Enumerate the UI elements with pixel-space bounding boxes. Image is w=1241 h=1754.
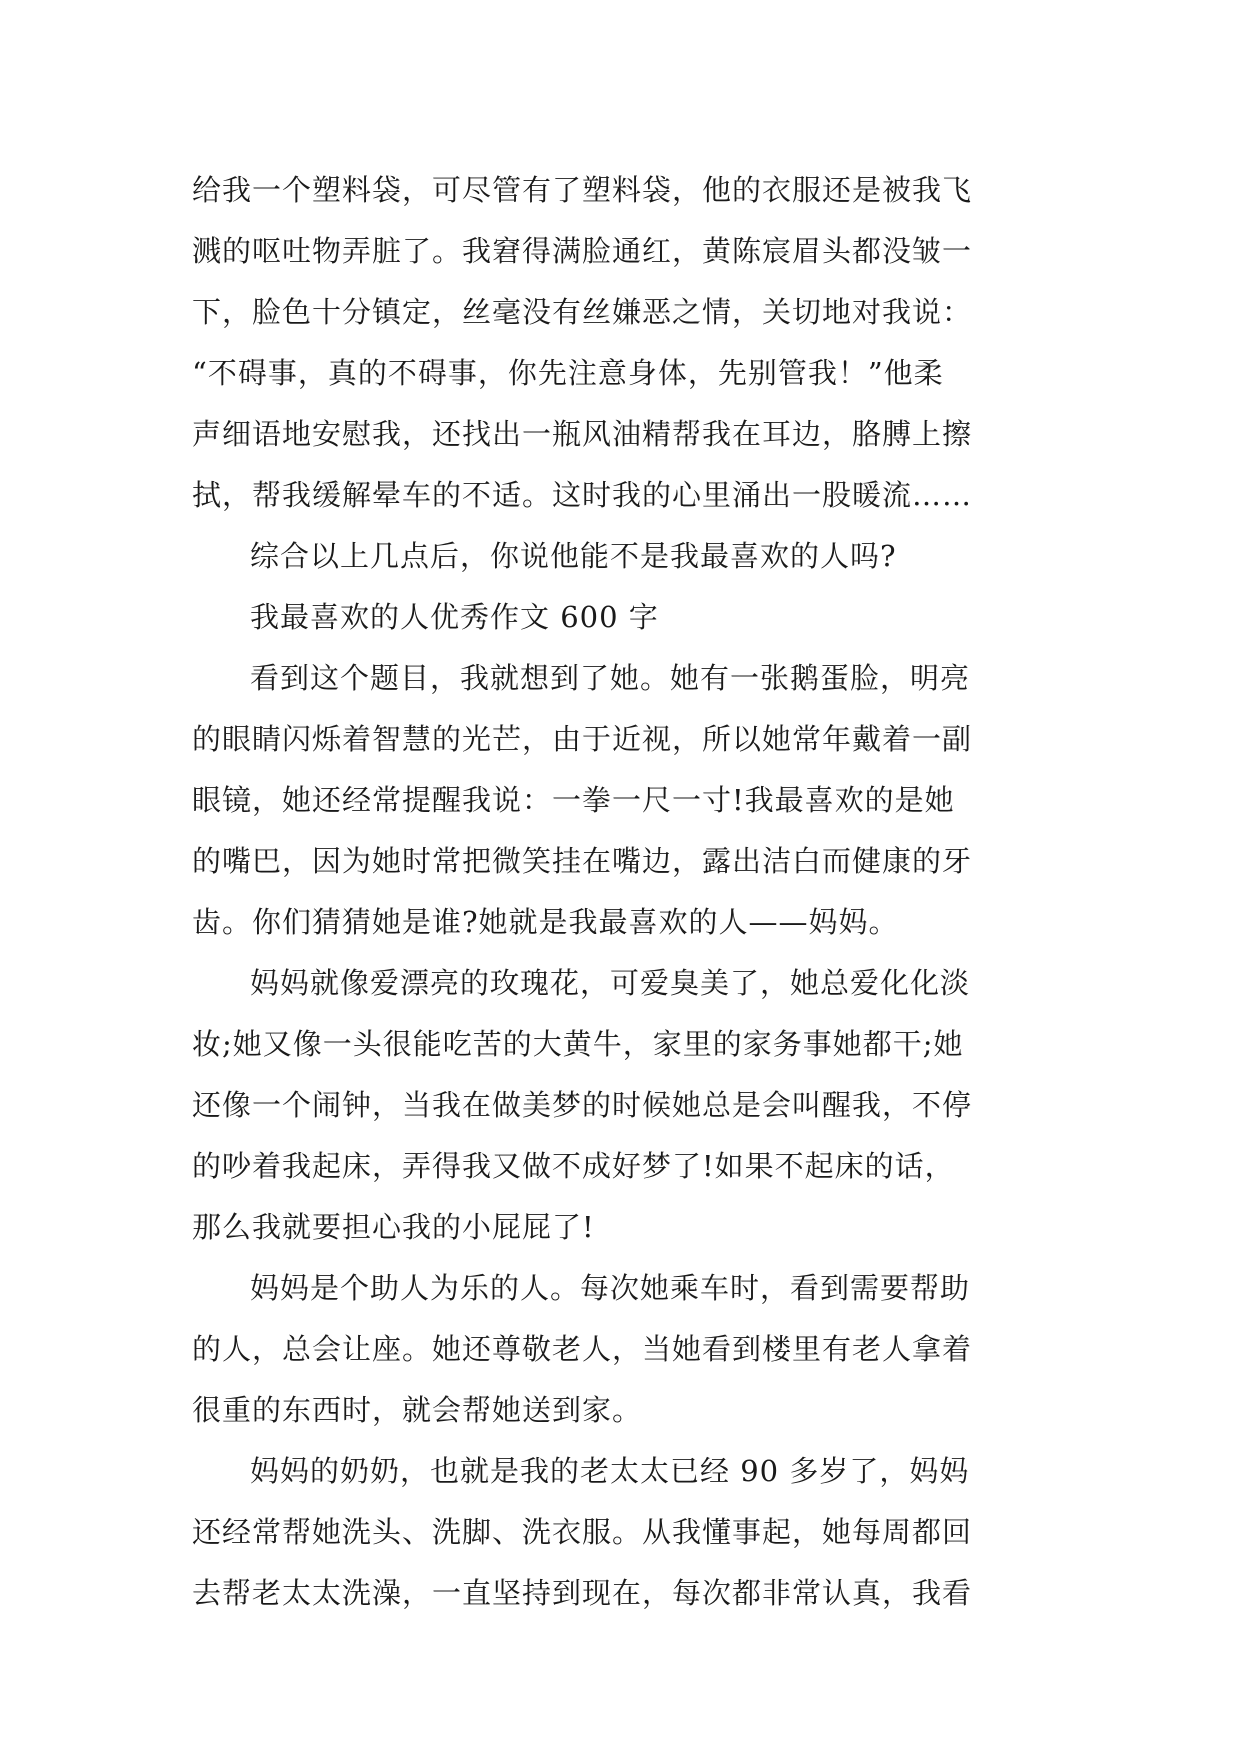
text-line: 给我一个塑料袋，可尽管有了塑料袋，他的衣服还是被我飞	[192, 173, 973, 207]
text-line: 拭，帮我缓解晕车的不适。这时我的心里涌出一股暖流……	[192, 478, 973, 512]
text-line: “不碍事，真的不碍事，你先注意身体，先别管我！”他柔	[192, 356, 944, 390]
essay-title	[192, 587, 1052, 648]
text-line: 的人，总会让座。她还尊敬老人，当她看到楼里有老人拿着	[192, 1332, 973, 1366]
paragraph	[192, 953, 1052, 1258]
text-line: 还像一个闹钟，当我在做美梦的时候她总是会叫醒我，不停	[192, 1088, 973, 1122]
text-line: 妈妈就像爱漂亮的玫瑰花，可爱臭美了，她总爱化化淡	[250, 966, 971, 1000]
text-line: 综合以上几点后，你说他能不是我最喜欢的人吗?	[250, 539, 897, 573]
text-line: 眼镜，她还经常提醒我说：一拳一尺一寸!我最喜欢的是她	[192, 783, 955, 817]
text-line: 的吵着我起床，弄得我又做不成好梦了!如果不起床的话，	[192, 1149, 955, 1183]
paragraph	[192, 648, 1052, 953]
text-line: 去帮老太太洗澡，一直坚持到现在，每次都非常认真，我看	[192, 1576, 973, 1610]
text-line: 妈妈是个助人为乐的人。每次她乘车时，看到需要帮助	[250, 1271, 971, 1305]
text-line: 我最喜欢的人优秀作文 600 字	[250, 600, 659, 634]
text-line: 下，脸色十分镇定，丝毫没有丝嫌恶之情，关切地对我说：	[192, 295, 973, 329]
text-line: 很重的东西时，就会帮她送到家。	[192, 1393, 643, 1427]
text-line: 妈妈的奶奶，也就是我的老太太已经 90 多岁了，妈妈	[250, 1454, 970, 1488]
paragraph	[192, 1441, 1052, 1624]
paragraph	[192, 160, 1052, 526]
paragraph	[192, 526, 1052, 587]
text-line: 的眼睛闪烁着智慧的光芒，由于近视，所以她常年戴着一副	[192, 722, 973, 756]
text-line: 溅的呕吐物弄脏了。我窘得满脸通红，黄陈宸眉头都没皱一	[192, 234, 973, 268]
document-body	[192, 160, 1052, 1624]
text-line: 声细语地安慰我，还找出一瓶风油精帮我在耳边，胳膊上擦	[192, 417, 973, 451]
text-line: 看到这个题目，我就想到了她。她有一张鹅蛋脸，明亮	[250, 661, 971, 695]
paragraph	[192, 1258, 1052, 1441]
text-line: 还经常帮她洗头、洗脚、洗衣服。从我懂事起，她每周都回	[192, 1515, 973, 1549]
text-line: 齿。你们猜猜她是谁?她就是我最喜欢的人——妈妈。	[192, 905, 899, 939]
text-line: 的嘴巴，因为她时常把微笑挂在嘴边，露出洁白而健康的牙	[192, 844, 973, 878]
text-line: 那么我就要担心我的小屁屁了!	[192, 1210, 595, 1244]
text-line: 妆;她又像一头很能吃苦的大黄牛，家里的家务事她都干;她	[192, 1027, 964, 1061]
